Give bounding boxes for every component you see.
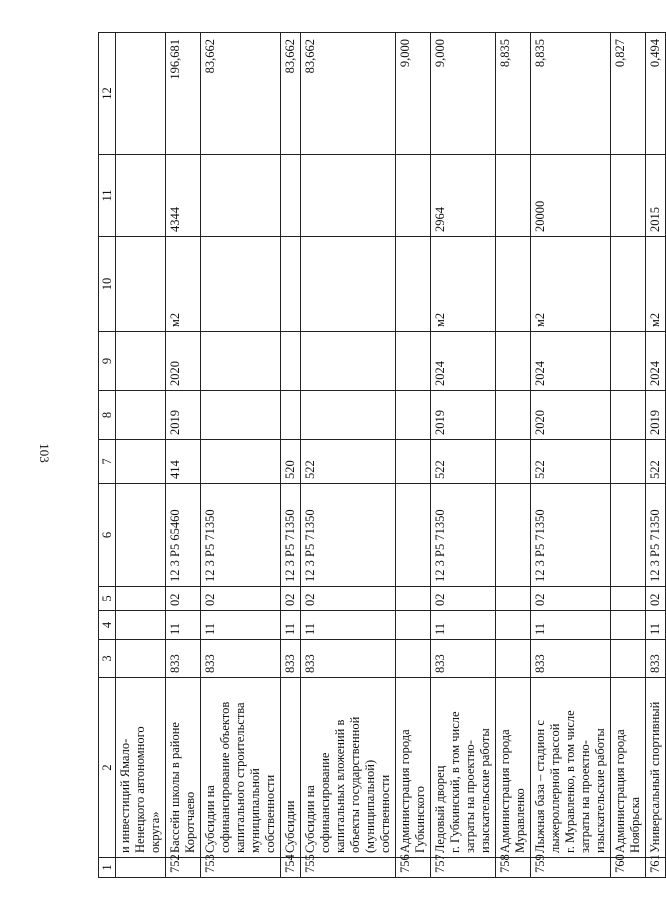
table-cell-c12: 0,827 xyxy=(611,33,646,155)
table-cell-c12: 83,662 xyxy=(301,33,396,155)
table-cell-c1: 758 xyxy=(496,858,531,878)
table-cell-c10 xyxy=(611,237,646,332)
header-cell: 7 xyxy=(99,440,116,484)
table-cell-c1: 757 xyxy=(431,858,496,878)
page-number: 103 xyxy=(37,443,52,463)
table-cell-c7 xyxy=(496,440,531,484)
table-cell-c9 xyxy=(281,332,301,391)
table-cell-c8 xyxy=(301,391,396,440)
table-cell-c2: Субсидии xyxy=(281,678,301,858)
table-cell-c9 xyxy=(611,332,646,391)
table-cell-c5: 02 xyxy=(646,587,666,611)
table-cell-c10 xyxy=(301,237,396,332)
table-row xyxy=(166,33,201,878)
table-cell-c3: 833 xyxy=(646,640,666,678)
table-cell-c10 xyxy=(496,237,531,332)
table-cell-c5 xyxy=(116,587,166,611)
table-cell-c11: 2015 xyxy=(646,155,666,237)
table-cell-c4 xyxy=(116,611,166,640)
table-row xyxy=(201,33,281,878)
table-cell-c12: 9,000 xyxy=(396,33,431,155)
table-cell-c5: 02 xyxy=(301,587,396,611)
table-cell-c5: 02 xyxy=(201,587,281,611)
table-cell-c6 xyxy=(611,484,646,587)
table-cell-c3: 833 xyxy=(301,640,396,678)
header-cell: 4 xyxy=(99,611,116,640)
table-cell-c4: 11 xyxy=(166,611,201,640)
table-cell-c2: Администрация города Ноябрьска xyxy=(611,678,646,858)
table-cell-c12: 83,662 xyxy=(201,33,281,155)
table-cell-c8 xyxy=(116,391,166,440)
table-cell-c7: 520 xyxy=(281,440,301,484)
table-cell-c3: 833 xyxy=(531,640,611,678)
header-cell: 10 xyxy=(99,237,116,332)
table-cell-c7: 414 xyxy=(166,440,201,484)
table-cell-c8 xyxy=(611,391,646,440)
table-row xyxy=(301,33,396,878)
table-cell-c5: 02 xyxy=(431,587,496,611)
table-cell-c5 xyxy=(611,587,646,611)
table-cell-c11 xyxy=(396,155,431,237)
table-cell-c4 xyxy=(396,611,431,640)
table-cell-c3: 833 xyxy=(281,640,301,678)
table-cell-c1: 752 xyxy=(166,858,201,878)
table-cell-c12: 8,835 xyxy=(496,33,531,155)
table-row xyxy=(611,33,646,878)
table-cell-c4: 11 xyxy=(281,611,301,640)
table-cell-c11 xyxy=(611,155,646,237)
table-cell-c1: 756 xyxy=(396,858,431,878)
header-cell: 6 xyxy=(99,484,116,587)
table-cell-c8 xyxy=(496,391,531,440)
table-cell-c6 xyxy=(116,484,166,587)
table-cell-c11: 20000 xyxy=(531,155,611,237)
table-cell-c6: 12 3 P5 71350 xyxy=(531,484,611,587)
table-cell-c8 xyxy=(201,391,281,440)
table-row xyxy=(281,33,301,878)
table-cell-c2: Субсидии на софинансирование капитальных вложений в объекты государственной (муниципальной) собственности xyxy=(301,678,396,858)
table-cell-c12: 83,662 xyxy=(281,33,301,155)
table-cell-c9: 2024 xyxy=(531,332,611,391)
table-row xyxy=(396,33,431,878)
table-cell-c4: 11 xyxy=(646,611,666,640)
budget-table xyxy=(98,32,666,878)
table-cell-c7 xyxy=(201,440,281,484)
table-cell-c2: Бассейн школы в районе Коротчаево xyxy=(166,678,201,858)
table-cell-c9: 2024 xyxy=(431,332,496,391)
table-cell-c6 xyxy=(396,484,431,587)
table-cell-c1: 760 xyxy=(611,858,646,878)
table-cell-c5 xyxy=(396,587,431,611)
table-row xyxy=(116,33,166,878)
table-cell-c4: 11 xyxy=(201,611,281,640)
table-cell-c3: 833 xyxy=(201,640,281,678)
table-cell-c5: 02 xyxy=(166,587,201,611)
table-cell-c4: 11 xyxy=(531,611,611,640)
table-cell-c1: 759 xyxy=(531,858,611,878)
table-cell-c7 xyxy=(611,440,646,484)
table-cell-c12: 196,681 xyxy=(166,33,201,155)
table-cell-c11 xyxy=(281,155,301,237)
table-row xyxy=(646,33,666,878)
table-cell-c7: 522 xyxy=(301,440,396,484)
table-cell-c2: Лыжная база – стадион с лыжероллерной трассой г. Муравленко, в том числе затраты на проектно- изыскательские работы xyxy=(531,678,611,858)
table-cell-c12: 0,494 xyxy=(646,33,666,155)
table-cell-c7 xyxy=(396,440,431,484)
table-cell-c7: 522 xyxy=(531,440,611,484)
column-number-row xyxy=(99,33,116,878)
table-cell-c3: 833 xyxy=(166,640,201,678)
table-cell-c8: 2019 xyxy=(646,391,666,440)
table-cell-c3 xyxy=(496,640,531,678)
table-cell-c9 xyxy=(396,332,431,391)
table-cell-c8: 2019 xyxy=(166,391,201,440)
table-row xyxy=(496,33,531,878)
table-cell-c1: 755 xyxy=(301,858,396,878)
table-cell-c10 xyxy=(201,237,281,332)
table-cell-c10 xyxy=(396,237,431,332)
header-cell: 8 xyxy=(99,391,116,440)
table-cell-c11: 2964 xyxy=(431,155,496,237)
header-cell: 12 xyxy=(99,33,116,155)
table-cell-c2: Субсидии на софинансирование объектов капитального строительства муниципальной собственности xyxy=(201,678,281,858)
table-cell-c8: 2020 xyxy=(531,391,611,440)
table-cell-c4: 11 xyxy=(301,611,396,640)
table-cell-c8 xyxy=(281,391,301,440)
table-cell-c6: 12 3 P5 71350 xyxy=(301,484,396,587)
table-cell-c2: Администрация города Губкинского xyxy=(396,678,431,858)
table-cell-c11 xyxy=(496,155,531,237)
table-cell-c2: и инвестиций Ямало- Ненецкого автономного округа» xyxy=(116,678,166,858)
table-cell-c6 xyxy=(496,484,531,587)
table-cell-c11 xyxy=(201,155,281,237)
table-cell-c2: Универсальный спортивный xyxy=(646,678,666,858)
rotated-table-container xyxy=(98,33,662,878)
header-cell: 1 xyxy=(99,858,116,878)
table-cell-c4: 11 xyxy=(431,611,496,640)
table-cell-c1: 761 xyxy=(646,858,666,878)
table-cell-c8 xyxy=(396,391,431,440)
table-cell-c3 xyxy=(396,640,431,678)
table-cell-c3: 833 xyxy=(431,640,496,678)
header-cell: 2 xyxy=(99,678,116,858)
table-cell-c8: 2019 xyxy=(431,391,496,440)
table-cell-c6: 12 3 P5 71350 xyxy=(281,484,301,587)
table-cell-c7: 522 xyxy=(431,440,496,484)
table-cell-c9 xyxy=(201,332,281,391)
table-cell-c10 xyxy=(116,237,166,332)
table-cell-c4 xyxy=(611,611,646,640)
table-cell-c2: Администрация города Муравленко xyxy=(496,678,531,858)
table-cell-c9 xyxy=(496,332,531,391)
table-cell-c7: 522 xyxy=(646,440,666,484)
table-cell-c12: 8,835 xyxy=(531,33,611,155)
table-cell-c5: 02 xyxy=(531,587,611,611)
table-cell-c11 xyxy=(301,155,396,237)
table-cell-c6: 12 3 P5 71350 xyxy=(431,484,496,587)
table-cell-c6: 12 3 P5 71350 xyxy=(646,484,666,587)
table-cell-c10: м2 xyxy=(531,237,611,332)
table-cell-c7 xyxy=(116,440,166,484)
table-cell-c10: м2 xyxy=(646,237,666,332)
table-cell-c11: 4344 xyxy=(166,155,201,237)
table-cell-c1: 753 xyxy=(201,858,281,878)
table-cell-c9: 2020 xyxy=(166,332,201,391)
table-body xyxy=(116,33,666,878)
table-cell-c12 xyxy=(116,33,166,155)
table-cell-c12: 9,000 xyxy=(431,33,496,155)
table-cell-c1: 754 xyxy=(281,858,301,878)
table-cell-c1 xyxy=(116,858,166,878)
table-cell-c10: м2 xyxy=(431,237,496,332)
table-cell-c5: 02 xyxy=(281,587,301,611)
header-cell: 3 xyxy=(99,640,116,678)
table-cell-c6: 12 3 P5 65460 xyxy=(166,484,201,587)
table-row xyxy=(431,33,496,878)
header-cell: 11 xyxy=(99,155,116,237)
table-cell-c9: 2024 xyxy=(646,332,666,391)
header-cell: 9 xyxy=(99,332,116,391)
header-cell: 5 xyxy=(99,587,116,611)
table-cell-c9 xyxy=(116,332,166,391)
table-cell-c10 xyxy=(281,237,301,332)
table-cell-c3 xyxy=(116,640,166,678)
table-cell-c11 xyxy=(116,155,166,237)
table-cell-c5 xyxy=(496,587,531,611)
table-cell-c2: Ледовый дворец г. Губкинский, в том числе затраты на проектно- изыскательские работы xyxy=(431,678,496,858)
table-cell-c4 xyxy=(496,611,531,640)
table-cell-c10: м2 xyxy=(166,237,201,332)
table-row xyxy=(531,33,611,878)
table-cell-c3 xyxy=(611,640,646,678)
table-cell-c6: 12 3 P5 71350 xyxy=(201,484,281,587)
table-cell-c9 xyxy=(301,332,396,391)
